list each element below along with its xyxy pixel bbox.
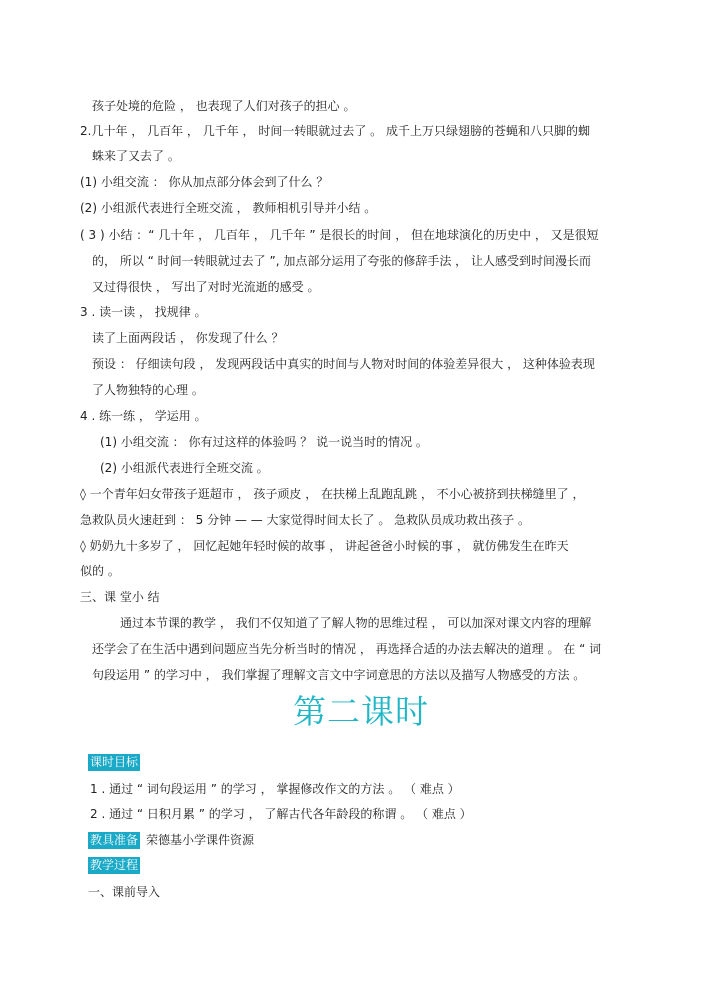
- text-line: 蛛来了又去了 。: [92, 149, 180, 163]
- text-line: 读了上面两段话 ， 你发现了什么 ？: [92, 331, 284, 345]
- text-line: 还学会了在生活中遇到问题应当先分析当时的情况 ， 再选择合适的办法去解决的道理 。 在 “ 词: [92, 642, 602, 656]
- text-line: 的， 所以 “ 时间一转眼就过去了 ”, 加点部分运用了夸张的修辞手法 ， 让人感受到时间漫长而: [92, 254, 591, 268]
- text-line: 句段运用 ” 的学习中 ， 我们掌握了理解文言文中字词意思的方法以及描写人物感受的方法 。: [92, 668, 586, 682]
- example-item: ◊ 一个青年妇女带孩子逛超市 ， 孩子顽皮 ， 在扶梯上乱跑乱跳 ， 不小心被挤到扶梯缝里了 ，: [80, 487, 585, 501]
- text-line: (2) 小组派代表进行全班交流 。: [100, 461, 269, 475]
- section-heading: 一、课前导入: [88, 885, 161, 899]
- goal-item: 1 . 通过 “ 词句段运用 ” 的学习 ， 掌握修改作文的方法 。 （ 难点 ）: [90, 782, 460, 796]
- text-line: 似的 。: [80, 564, 120, 578]
- text-line: 2.几十年 ， 几百年 ， 几千年 ， 时间一转眼就过去了 。 成千上万只绿翅膀的苍蝇和八只脚的蜘: [80, 124, 590, 138]
- section-heading: 3 . 读一读 ， 找规律 。: [80, 305, 207, 319]
- goals-tag: 课时目标: [90, 755, 139, 769]
- text-line: ( 3 ) 小结 ：“ 几十年 ， 几百年 ， 几千年 ” 是很长的时间 ， 但在地球演化的历史中 ， 又是很短: [80, 228, 599, 242]
- text-line: (1) 小组交流 ： 你有过这样的体验吗 ？ 说一说当时的情况 。: [100, 435, 428, 449]
- section-heading: 4 . 练一练 ， 学运用 。: [80, 409, 207, 423]
- text-line: 预设 ： 仔细读句段 ， 发现两段话中真实的时间与人物对时间的体验差异很大 ， 这种体验表现: [92, 357, 595, 371]
- text-line: (1) 小组交流 ： 你从加点部分体会到了什么 ？: [80, 175, 329, 189]
- text-line: 孩子处境的危险 ， 也表现了人们对孩子的担心 。: [92, 99, 356, 113]
- text-line: 又过得很快 ， 写出了对时光流逝的感受 。: [92, 280, 320, 294]
- section-heading: 三、课 堂小 结: [80, 590, 160, 604]
- lesson-title: 第二课时: [293, 692, 429, 731]
- text-line: 了人物独特的心理 。: [92, 383, 204, 397]
- text-line: (2) 小组派代表进行全班交流 ， 教师相机引导并小结 。: [80, 201, 377, 215]
- text-line: 通过本节课的教学 ， 我们不仅知道了了解人物的思维过程 ， 可以加深对课文内容的理解: [120, 616, 592, 630]
- goal-item: 2 . 通过 “ 日积月累 ” 的学习 ， 了解古代各年龄段的称谓 。 （ 难点 ）: [90, 807, 472, 821]
- materials-value: 荣德基小学课件资源: [146, 833, 255, 847]
- example-item: ◊ 奶奶九十多岁了 ， 回忆起她年轻时候的故事 ， 讲起爸爸小时候的事 ， 就仿佛发生在昨天: [80, 539, 569, 553]
- materials-tag: 教具准备: [90, 833, 139, 847]
- text-line: 急救队员火速赶到 ： 5 分钟 — — 大家觉得时间太长了 。 急救队员成功救出孩子 。: [80, 513, 530, 527]
- process-tag: 教学过程: [90, 858, 139, 872]
